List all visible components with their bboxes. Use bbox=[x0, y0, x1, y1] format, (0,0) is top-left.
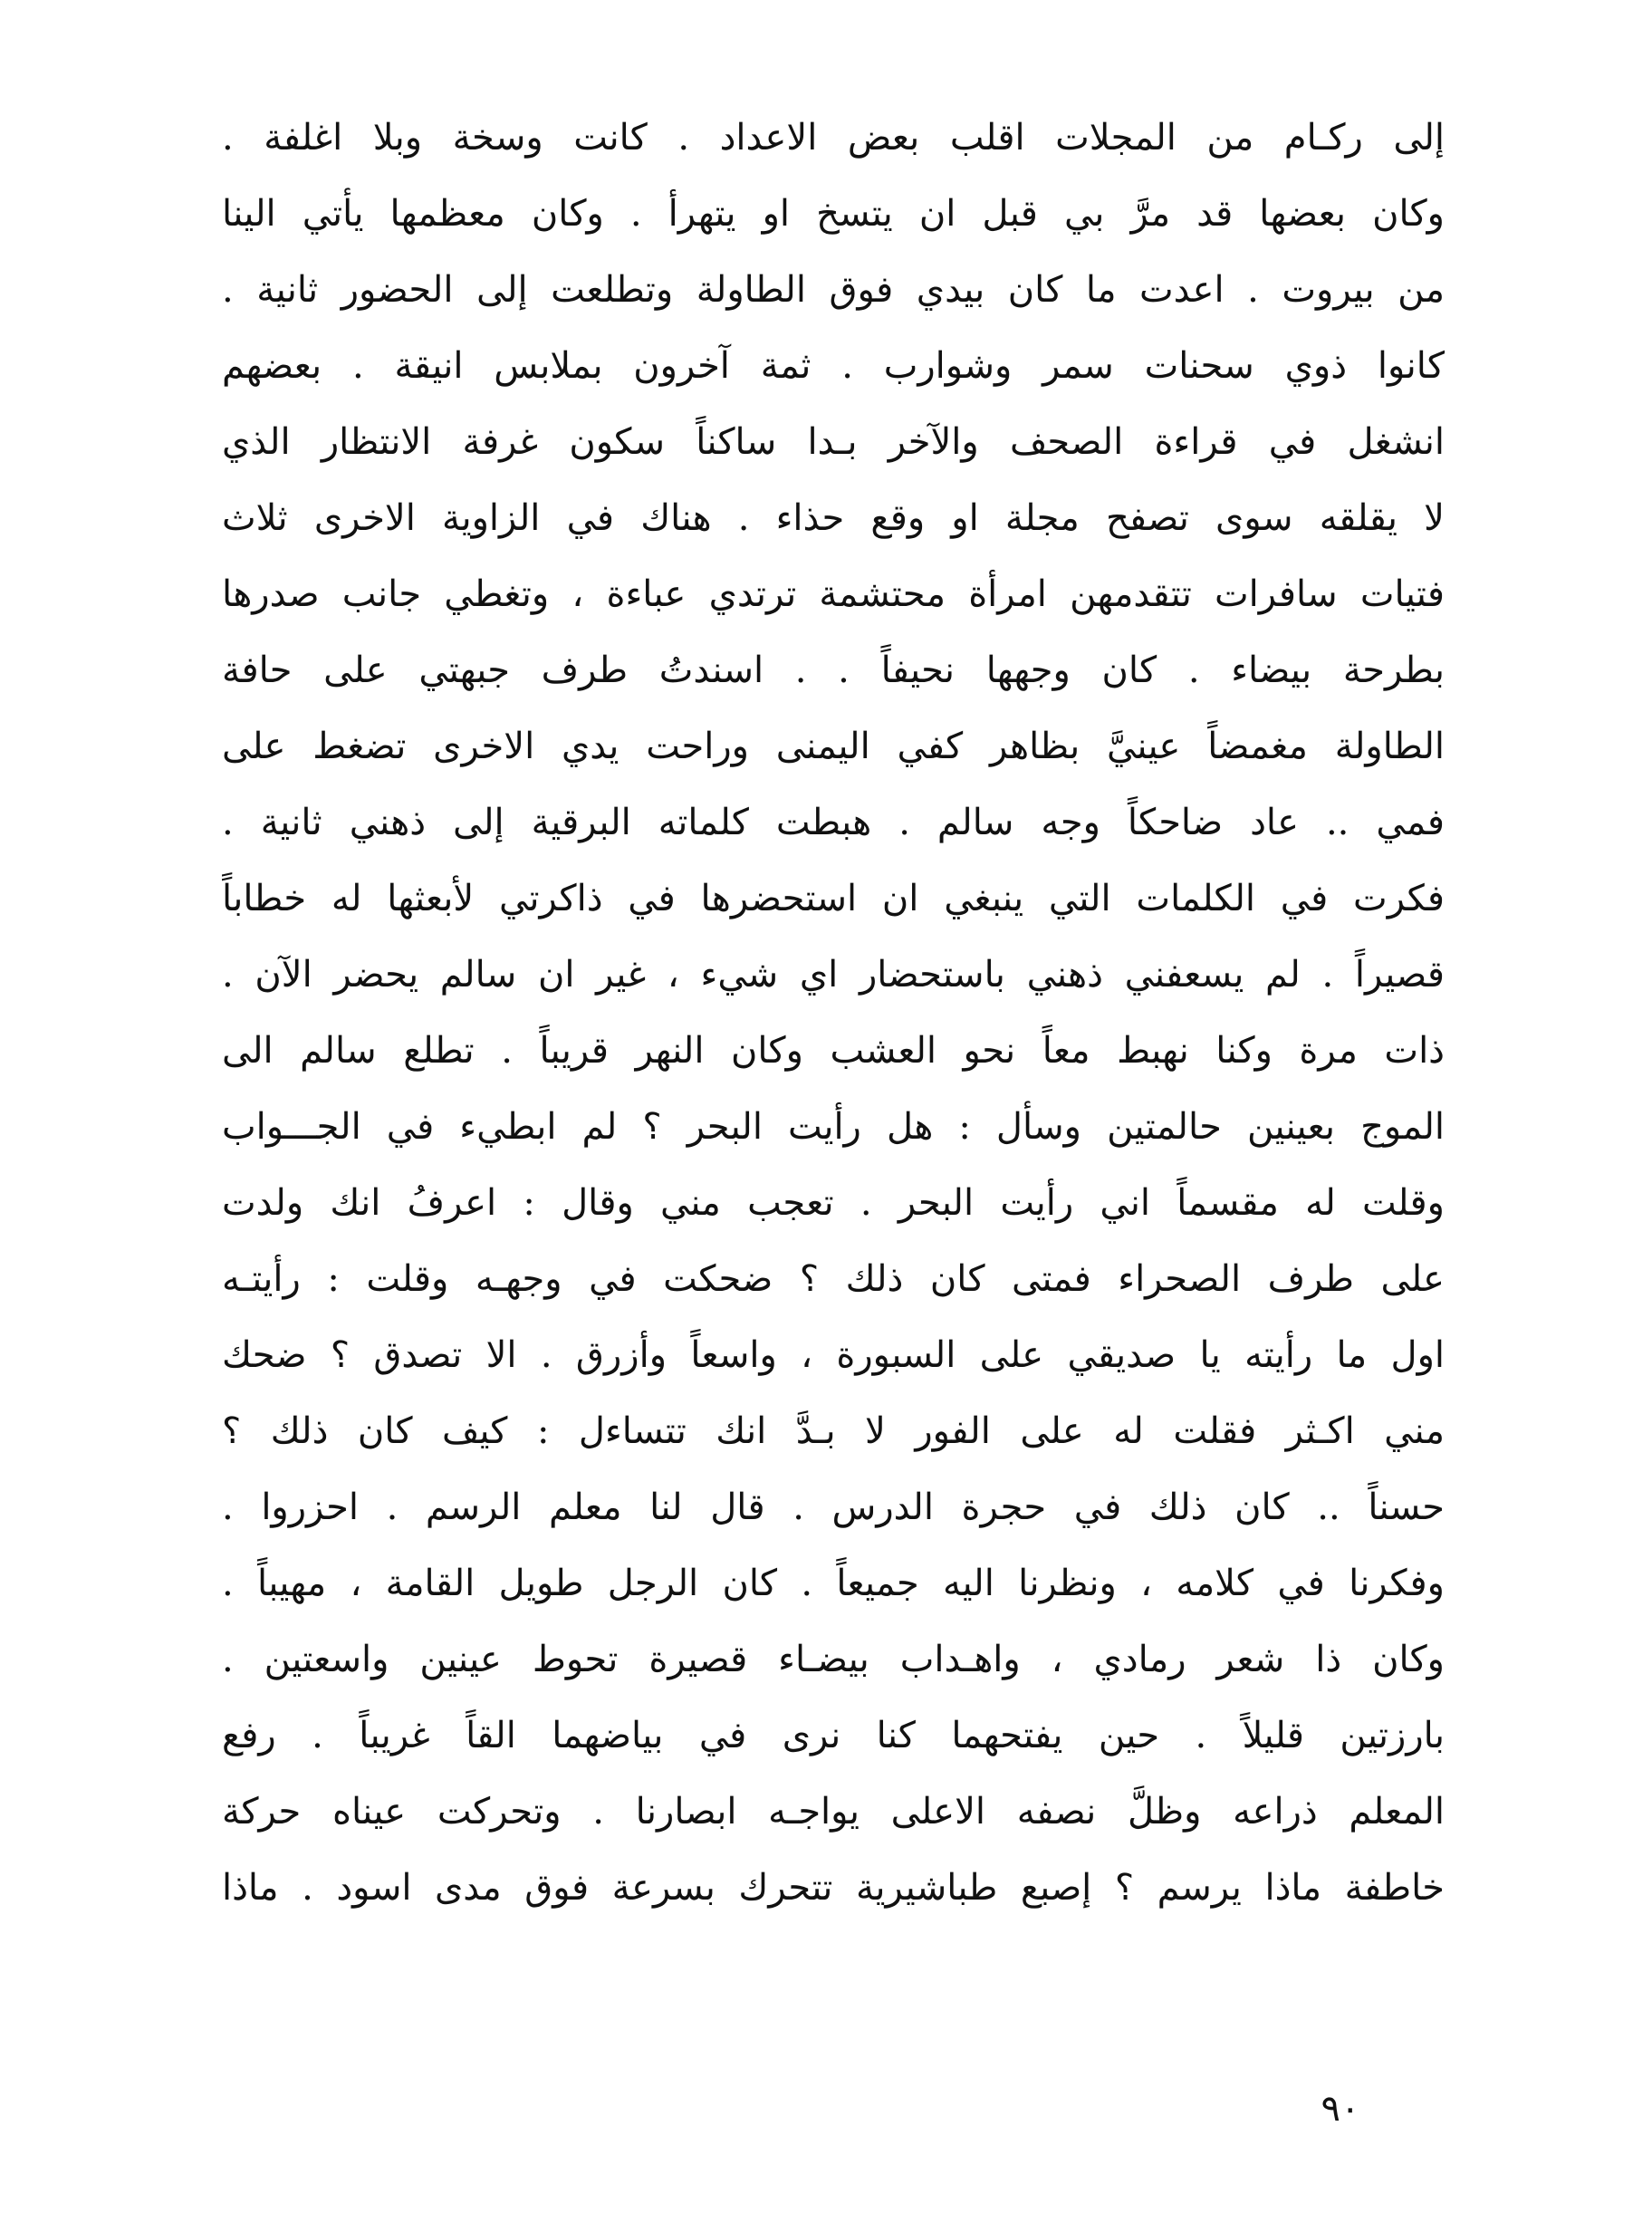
text-line: انشغل في قراءة الصحف والآخر بـدا ساكناً سكون غرفة الانتظار الذي bbox=[222, 421, 1445, 463]
text-line: بارزتين قليلاً . حين يفتحهما كنا نرى في بياضهما القاً غريباً . رفع bbox=[222, 1715, 1445, 1756]
text-line: مني اكـثر فقلت له على الفور لا بـدَّ انك تتساءل : كيف كان ذلك ؟ bbox=[222, 1410, 1445, 1452]
text-line: قصيراً . لم يسعفني ذهني باستحضار اي شيء ، غير ان سالم يحضر الآن . bbox=[222, 954, 1445, 996]
text-line: الموج بعينين حالمتين وسأل : هل رأيت البحر ؟ لم ابطيء في الجـــواب bbox=[222, 1106, 1445, 1148]
page-number: ٩٠ bbox=[1321, 2088, 1360, 2130]
text-line: المعلم ذراعه وظلَّ نصفه الاعلى يواجـه ابصارنا . وتحركت عيناه حركة bbox=[222, 1791, 1445, 1833]
text-line: فتيات سافرات تتقدمهن امرأة محتشمة ترتدي عباءة ، وتغطي جانب صدرها bbox=[222, 573, 1445, 615]
text-line: فكرت في الكلمات التي ينبغي ان استحضرها في ذاكرتي لأبعثها له خطاباً bbox=[222, 878, 1445, 919]
text-line: من بيروت . اعدت ما كان بيدي فوق الطاولة وتطلعت إلى الحضور ثانية . bbox=[222, 269, 1445, 311]
text-line: فمي .. عاد ضاحكاً وجه سالم . هبطت كلماته البرقية إلى ذهني ثانية . bbox=[222, 802, 1445, 843]
text-line: وفكرنا في كلامه ، ونظرنا اليه جميعاً . كان الرجل طويل القامة ، مهيباً . bbox=[222, 1563, 1445, 1604]
text-line: حسناً .. كان ذلك في حجرة الدرس . قال لنا معلم الرسم . احزروا . bbox=[222, 1486, 1445, 1528]
text-line: اول ما رأيته يا صديقي على السبورة ، واسعاً وأزرق . الا تصدق ؟ ضحك bbox=[222, 1334, 1445, 1376]
text-line: بطرحة بيضاء . كان وجهها نحيفاً . . اسندتُ طرف جبهتي على حافة bbox=[222, 649, 1445, 691]
text-line: وكان بعضها قد مرَّ بي قبل ان يتسخ او يتهرأ . وكان معظمها يأتي الينا bbox=[222, 193, 1445, 235]
text-line: وقلت له مقسماً اني رأيت البحر . تعجب مني وقال : اعرفُ انك ولدت bbox=[222, 1182, 1445, 1224]
text-line: على طرف الصحراء فمتى كان ذلك ؟ ضحكت في وجهـه وقلت : رأيتـه bbox=[222, 1258, 1445, 1300]
text-line: الطاولة مغمضاً عينيَّ بظاهر كفي اليمنى وراحت يدي الاخرى تضغط على bbox=[222, 726, 1445, 767]
text-line: لا يقلقه سوى تصفح مجلة او وقع حذاء . هناك في الزاوية الاخرى ثلاث bbox=[222, 497, 1445, 539]
text-line: وكان ذا شعر رمادي ، واهـداب بيضـاء قصيرة تحوط عينين واسعتين . bbox=[222, 1639, 1445, 1680]
body-text bbox=[222, 100, 1445, 1926]
text-line: خاطفة ماذا يرسم ؟ إصبع طباشيرية تتحرك بسرعة فوق مدى اسود . ماذا bbox=[222, 1867, 1445, 1909]
text-line: كانوا ذوي سحنات سمر وشوارب . ثمة آخرون بملابس انيقة . بعضهم bbox=[222, 345, 1445, 387]
text-line: ذات مرة وكنا نهبط معاً نحو العشب وكان النهر قريباً . تطلع سالم الى bbox=[222, 1030, 1445, 1072]
text-line: إلى ركـام من المجلات اقلب بعض الاعداد . كانت وسخة وبلا اغلفة . bbox=[222, 117, 1445, 159]
